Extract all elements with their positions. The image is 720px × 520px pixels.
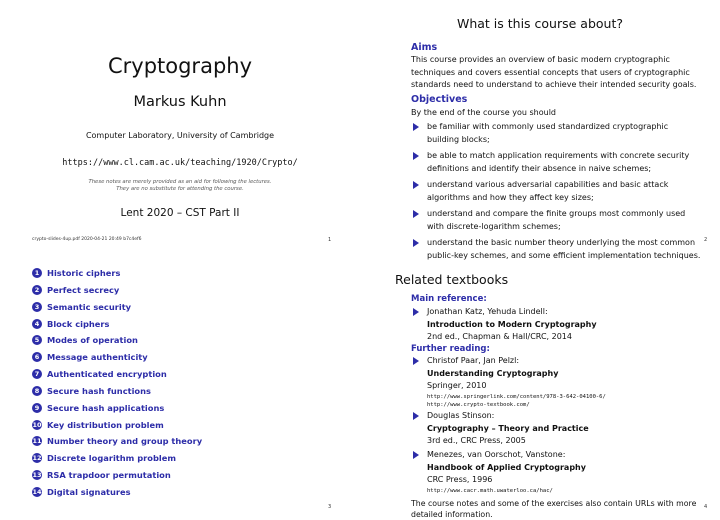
further-reading-heading: Further reading: bbox=[411, 344, 490, 354]
toc-label: Digital signatures bbox=[47, 487, 131, 497]
triangle-bullet-icon bbox=[413, 451, 419, 459]
toc-item-13[interactable] bbox=[32, 470, 171, 480]
slide-heading: What is this course about? bbox=[456, 16, 623, 31]
list-item: be able to match application requirements with concrete security definitions and identify their absence in naive schemes; bbox=[411, 150, 701, 175]
toc-number: 9 bbox=[32, 403, 42, 413]
slide-table-of-contents bbox=[32, 260, 372, 510]
book-url[interactable]: http://www.springerlink.com/content/978-3-642-04100-6/ bbox=[427, 393, 606, 400]
list-item: understand various adversarial capabilities and basic attack algorithms and how they affect key sizes; bbox=[411, 179, 701, 204]
toc-item-10[interactable] bbox=[32, 420, 164, 430]
page-number: 3 bbox=[328, 504, 332, 510]
book-url[interactable]: http://www.cacr.math.uwaterloo.ca/hac/ bbox=[427, 487, 553, 494]
book-edition: CRC Press, 1996 bbox=[427, 475, 493, 484]
toc-number: 3 bbox=[32, 302, 42, 312]
objectives-heading: Objectives bbox=[411, 94, 468, 105]
triangle-bullet-icon bbox=[413, 239, 419, 247]
book-stinson bbox=[411, 410, 701, 448]
toc-label: Block ciphers bbox=[47, 319, 110, 329]
toc-label: Semantic security bbox=[47, 302, 132, 312]
book-authors: Menezes, van Oorschot, Vanstone: bbox=[427, 450, 566, 459]
toc-item-11[interactable] bbox=[32, 436, 202, 446]
slide-heading: Related textbooks bbox=[395, 272, 509, 287]
book-title: Cryptography – Theory and Practice bbox=[427, 423, 589, 433]
term-label: Lent 2020 – CST Part II bbox=[120, 207, 240, 219]
course-title: Cryptography bbox=[107, 54, 253, 78]
page-number: 1 bbox=[328, 237, 332, 243]
toc-label: Number theory and group theory bbox=[47, 436, 203, 446]
page-number: 4 bbox=[704, 504, 708, 510]
disclaimer-line-1: These notes are merely provided as an aid for following the lectures. bbox=[88, 179, 272, 185]
triangle-bullet-icon bbox=[413, 181, 419, 189]
book-katz-lindell bbox=[411, 306, 701, 344]
toc-label: Secure hash applications bbox=[47, 403, 165, 413]
toc-label: Authenticated encryption bbox=[47, 369, 167, 379]
affiliation: Computer Laboratory, University of Cambridge bbox=[85, 131, 275, 140]
toc-label: Message authenticity bbox=[47, 352, 148, 362]
toc-item-3[interactable] bbox=[32, 302, 131, 312]
aims-text: This course provides an overview of basic modern cryptographic techniques and covers essential concepts that users of cryptographic standards need to understand to achieve their intended security goals. bbox=[411, 55, 697, 89]
toc-item-12[interactable] bbox=[32, 453, 176, 463]
book-menezes bbox=[411, 449, 701, 495]
book-paar-pelzl bbox=[411, 355, 701, 409]
list-item: understand and compare the finite groups most commonly used with discrete-logarithm schemes; bbox=[411, 208, 701, 233]
triangle-bullet-icon bbox=[413, 357, 419, 365]
slide-related-textbooks bbox=[370, 260, 710, 519]
toc-number: 8 bbox=[32, 386, 42, 396]
toc-item-6[interactable] bbox=[32, 352, 148, 362]
course-url[interactable]: https://www.cl.cam.ac.uk/teaching/1920/Crypto/ bbox=[62, 158, 298, 168]
disclaimer-line-2: They are no substitute for attending the course. bbox=[116, 186, 244, 192]
toc-number: 14 bbox=[32, 488, 42, 496]
list-item: be familiar with commonly used standardized cryptographic building blocks; bbox=[411, 121, 701, 146]
toc-item-14[interactable] bbox=[32, 487, 131, 497]
objectives-intro: By the end of the course you should bbox=[411, 108, 557, 117]
objectives-list bbox=[411, 121, 701, 262]
toc-number: 10 bbox=[32, 421, 42, 429]
book-edition: 3rd ed., CRC Press, 2005 bbox=[427, 436, 526, 445]
toc-number: 5 bbox=[32, 335, 42, 345]
toc-number: 12 bbox=[32, 454, 42, 462]
book-authors: Jonathan Katz, Yehuda Lindell: bbox=[427, 307, 548, 316]
book-authors: Douglas Stinson: bbox=[427, 411, 495, 420]
toc-number: 2 bbox=[32, 285, 42, 295]
toc-label: Secure hash functions bbox=[47, 386, 151, 396]
toc-label: Historic ciphers bbox=[47, 268, 121, 278]
pdf-footer: crypto-slides-4up.pdf 2020-04-21 20:49 b7c4ef6 bbox=[32, 237, 142, 242]
triangle-bullet-icon bbox=[413, 412, 419, 420]
toc-label: RSA trapdoor permutation bbox=[47, 470, 171, 480]
book-title: Handbook of Applied Cryptography bbox=[427, 462, 586, 472]
triangle-bullet-icon bbox=[413, 210, 419, 218]
triangle-bullet-icon bbox=[413, 123, 419, 131]
toc-item-9[interactable] bbox=[32, 403, 164, 413]
book-authors: Christof Paar, Jan Pelzl: bbox=[427, 356, 520, 365]
main-reference-heading: Main reference: bbox=[411, 294, 487, 304]
slide-course-about bbox=[370, 0, 710, 260]
triangle-bullet-icon bbox=[413, 308, 419, 316]
toc-label: Modes of operation bbox=[47, 335, 138, 345]
toc-item-1[interactable] bbox=[32, 268, 120, 278]
book-edition: 2nd ed., Chapman & Hall/CRC, 2014 bbox=[427, 332, 572, 341]
closing-note: The course notes and some of the exercises also contain URLs with more detailed information. bbox=[411, 499, 697, 519]
toc-number: 4 bbox=[32, 319, 42, 329]
toc-number: 6 bbox=[32, 352, 42, 362]
toc-number: 1 bbox=[32, 268, 42, 278]
toc-item-7[interactable] bbox=[32, 369, 167, 379]
toc-item-5[interactable] bbox=[32, 335, 138, 345]
list-item: understand the basic number theory underlying the most common public-key schemes, and some efficient implementation techniques. bbox=[411, 237, 701, 262]
toc-item-8[interactable] bbox=[32, 386, 151, 396]
triangle-bullet-icon bbox=[413, 152, 419, 160]
toc-number: 11 bbox=[32, 437, 42, 445]
toc-number: 13 bbox=[32, 471, 42, 479]
toc-label: Discrete logarithm problem bbox=[47, 453, 176, 463]
toc-label: Perfect secrecy bbox=[47, 285, 120, 295]
book-title: Introduction to Modern Cryptography bbox=[427, 319, 597, 329]
toc-item-4[interactable] bbox=[32, 319, 109, 329]
toc-number: 7 bbox=[32, 369, 42, 379]
toc-label: Key distribution problem bbox=[47, 420, 164, 430]
author-name: Markus Kuhn bbox=[133, 94, 227, 110]
aims-heading: Aims bbox=[411, 42, 438, 53]
slide-title-page bbox=[10, 0, 350, 250]
book-title: Understanding Cryptography bbox=[427, 368, 559, 378]
page-number: 2 bbox=[704, 237, 708, 243]
book-url[interactable]: http://www.crypto-textbook.com/ bbox=[427, 401, 530, 408]
book-edition: Springer, 2010 bbox=[427, 381, 487, 390]
toc-item-2[interactable] bbox=[32, 285, 119, 295]
